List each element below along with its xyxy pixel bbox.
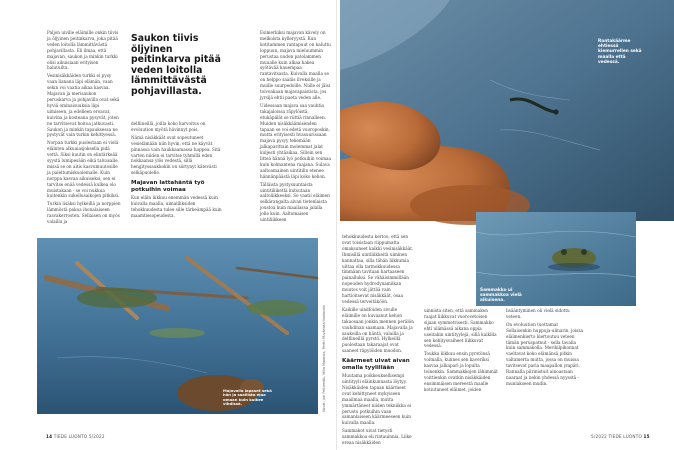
right-top-column bbox=[260, 30, 332, 223]
body-paragraph: Toukka liikkuu ensin pyrstönsä voimalla, kunnes sen kaveriksi kasvaa jalkapari ja lopulta toinenkin. Sammakkojen lähimmät voittienkin ovatkin nisäkkäiden ensimmäisen mereestä maalle kotiutuneet eläimet, joiden bbox=[424, 351, 498, 392]
body-paragraph: On evoluution tuottamat Sellaisenkin huppuja-ulinarin, joissa eläimenkierto kiertoutuu veteen tämän peruspatnut - sella tavalla kuin sammakolla. Merikilpikonnat vaeltavat koko elämänsä pitkin valtamerta mutta, jossa on muissa tavitsevat paria maapallon ympäri. Rannalla piirinistuit ainoastaan naaraat ja nekin yhdessä nyysstä - munlakseen mudin. bbox=[506, 321, 583, 386]
beaver-photo-image bbox=[37, 238, 318, 414]
body-paragraph: lisääntyminen oli vielä sidottu veteen. bbox=[506, 308, 570, 319]
left-page-number: 14 bbox=[46, 434, 53, 439]
right-page-number: 15 bbox=[643, 434, 650, 439]
page-gutter bbox=[336, 0, 337, 450]
left-column-1 bbox=[47, 30, 121, 258]
body-paragraph: Paljon uiville eläimille onkin tiivis ja öljyinen peitinkarva, joka pitää veden loitolla lämmittävästä pohjavillasta. Eli ilmaa, että majavan, saukon ja minkin turkki olisi aikuisiaan erityisen halutuilta. bbox=[47, 30, 119, 71]
body-paragraph: Turkin lisäksi hylkeillä ja norppien lämmöstä pakoa ihonalaiseen rasvakerrosten. Sellaisen on myös valailla ja bbox=[47, 201, 121, 225]
subheading: Käärmeet uivat aivan omalla tyylillään bbox=[342, 358, 410, 371]
beaver-caption: Majavalla lapaset sekä hän ja saaliista ejaa omaan kuin kulkee vihdissä. bbox=[223, 388, 272, 407]
pull-quote: Saukon tiivis öljyinen peitinkarva pitää veden loitolla lämmittävästä pohjavillasta. bbox=[131, 33, 221, 97]
right-bottom-column-3 bbox=[506, 308, 584, 426]
snake-photo-image bbox=[340, 0, 674, 221]
body-paragraph: Sammakot uivat tietysti sammakkoa eli rintauinnia. Liike ereaa nisäkkäiden bbox=[342, 428, 412, 446]
snake-caption: Rantakäärme ehtiessä kiemurrellen sekä maalla että vedessä. bbox=[598, 39, 642, 65]
beaver-photo bbox=[37, 238, 318, 414]
body-paragraph: Kun eläin liikkuu enemmän vedessä kuin kuivalla maalla, uimalihksiden tehokkuudesta tulee sille tärkeämpää kuin maamtiesopeudesta. bbox=[131, 195, 222, 218]
snake-photo bbox=[340, 0, 674, 221]
frog-caption: Sammakko ui sammakkoa vielä aikuisena. bbox=[480, 288, 522, 304]
body-paragraph: Tälläista pystysuuntaista uintitiliikettä kutsutaan aaltoliikkeeksi. Se vaatii eläimen selkärangalta aivan tietenlaista joustoa kuin maailassa jalalla jolle kuin. Aaltomaisen uintiliikkeen bbox=[260, 181, 330, 223]
body-paragraph: tehokkuudesta kertoo, että sen ovat toisistaan riippumatta omaksuneet kaikki vesinisäkkäät. Ihmisillä uintiliikkeitä uiminen kannattaa, silla tähän liikkumia uittaa olla tarmokkuudessa timmänn tavitaan hartaaseen painalluksi. Se vähäisimmillään nopeuden hydrodynamiikan muutos voit jättää vain hartioitsevat nisäkkäät, osaa vedessä terveitäköön. bbox=[342, 234, 414, 304]
left-magazine-name: TIEDE LUONTO bbox=[53, 434, 88, 439]
photo-credit: Kuvat: Jari Peltomäki, Milla Mannola, Pertti Päivärinta/Vastavalo bbox=[322, 304, 326, 412]
body-paragraph: Kaikille uindfoiden sivulle eläimille on kuvaanut kehon takaosaan jonkin mennen perälön vauhdinan saamaan. Majavalla ja saukoilla on häntä, valailla ja delfiineillä pyrstö. Hylkeillä puolestaan takaraajat ovat saaneet räpylöiden muodon. bbox=[342, 306, 414, 354]
body-paragraph: Norpan turkki puolestaan ei vielä eläinten alkuaiasjoksella pidä vettä. Siksi kuutin on elintärkeää syystä lumipesään eikä talvasalle, missä se on aitis kasvumuutosille ja paleltumiskuolemalle. Kuin norppa kasvaa aikuiseksi, sen ei tarvitse enää vedessä kulkea olo muistakaan - se voi nukkua kuitenkin sukellusaikojen pitkiksi. bbox=[47, 140, 120, 199]
body-paragraph: delfiineillä, joilla koko karvoitus on evoluution myötä hävinnyt pois. bbox=[131, 121, 206, 132]
right-bottom-column-1 bbox=[342, 234, 416, 446]
left-folio bbox=[46, 434, 105, 439]
right-folio bbox=[591, 434, 650, 439]
body-paragraph: Muutama poikkeuksellisempi uintityyli eläinkunnasta löytyy. Nisäkkäiden tapaan käärmeet ovat kehittyneet mykyiseen maailmaa maalla, mutta ymmärtäneet niiden tekniikka ei perustu potkuihin vaan samanlaiseen käärmeeseen kuin kuivalla maalla. bbox=[342, 373, 412, 426]
left-issue: 5/2022 bbox=[88, 434, 105, 439]
subheading: Majavan lattahäntä työ potkuihin voimaa bbox=[131, 180, 205, 193]
left-column-2 bbox=[131, 121, 225, 251]
right-issue: 5/2022 bbox=[591, 434, 607, 439]
right-bottom-column-2 bbox=[424, 308, 498, 426]
body-paragraph: Nämä nisäkkäät ovat sopeutuneet vesielämään niin hyvin, että ne käyvät pinnassa vain haukkaamassa happea. Sitä varten niiden ei tarvitse tyhmillä eden nokkaansa ylös vedestä, sillä hengityssaukkokin on siirtynyt kätevästi selkäpuolelle. bbox=[131, 134, 221, 176]
body-paragraph: uinnista siten, että sammakon raajat liikkuvat vuorovetoisen sijaan symmetrisesti. Sammakko ehti ulämässä aikana oppia useitakin uintityylejä, sillä kaikilla sen kehitysvaiheet liikkuvat vedessä. bbox=[424, 308, 497, 349]
body-paragraph: Esimerkiksi majavan kävely on melkoista kylleryystä. Kun kotitammen rantapuut on kaluttu loppuun, majava mieluummin perustaa uuden patolammen muualle kuin alkaa hakea syötävää kauempaa rantavitsasta. Kuivalla maalla se on helppo saaliis ilveksille ja muille suurpedoille. Niille ei jäisi toivoakaan majavapaistista, jos jyrsijä ehtii paeta veden alle. bbox=[260, 30, 331, 100]
body-paragraph: Uidessaan majava saa vauhtia takajaloissa räpylöistä, etukäpälät se riittiä rinnalleen. Muiden nisäkkäämisenden tapaan se voi edetä vuoroposkin, mutta erityisesti hvasuurissaan majava pysyy tekemään jalkaparittain molemmat jalat kuljesti yhtäaikaa. Silloin sen litteä hännä lyö potkuihin voimaa kuin kolmantena raajana. Sulava aaltoamainen uintitilin etenee hännänpäästä läpi koko kehon. bbox=[260, 102, 332, 179]
right-magazine-name: TIEDE LUONTO bbox=[608, 434, 642, 439]
body-paragraph: Vesinisäkkäiden turkki ei pysy vaan lianana läpi elämän, vaan sekin voi vaatia aikaa kasvaa. Majavan ja merisaukon peruskarva ja pohjavilla ovat sekä hyviä ominaisuuksia läpi uimiseen, ja edelleen eroavat, kuivina ja kosteana pysyvät, joten ne tarvitsevat hoitoa jatkuvasti. Saukon ja minkin tapauksessa ne pystyvät vain turkin kehittyessä. bbox=[47, 73, 120, 138]
